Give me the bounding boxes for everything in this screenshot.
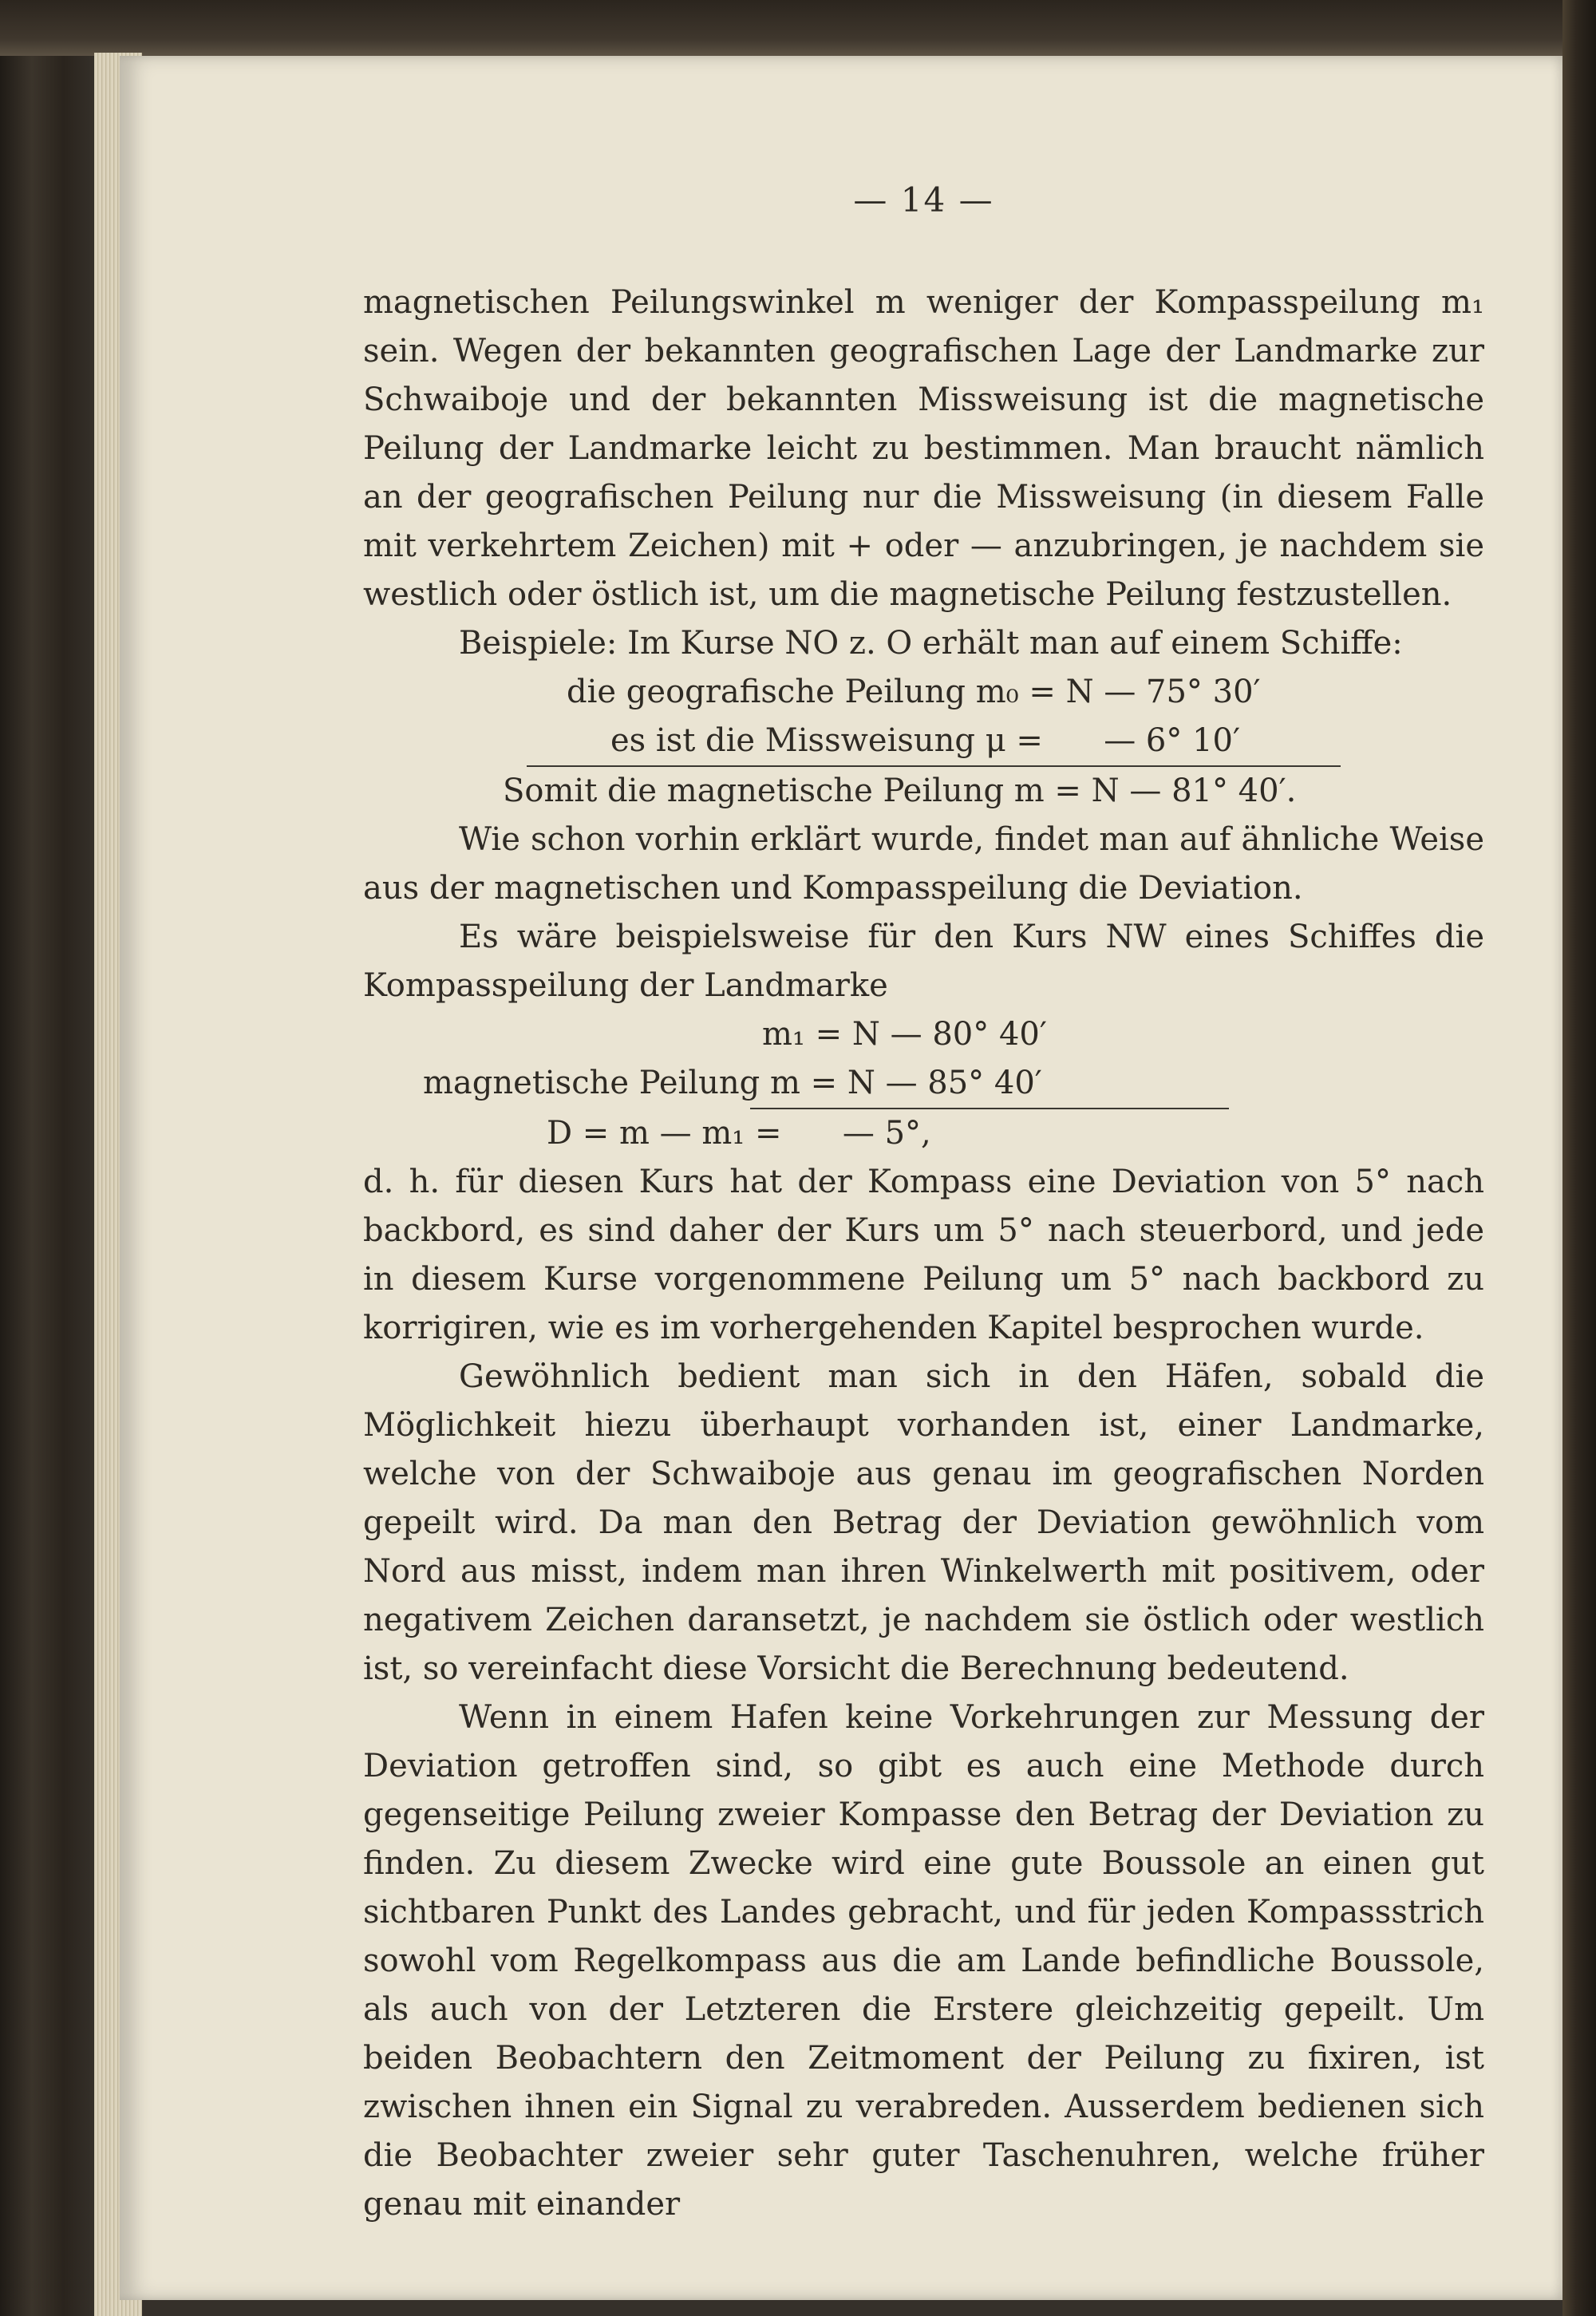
page-number: — 14 — [853,180,994,219]
paragraph: Gewöhnlich bedient man sich in den Häfen, sobald die Möglichkeit hiezu überhaupt vorhanden ist, einer Landmarke, welche von der Schwaiboje aus genau im geografischen Norden gepeilt wird. Da man den Betrag der Deviation gewöhnlich vom Nord aus misst, indem man ihren Winkelwerth mit positivem, oder negativem Zeichen daransetzt, je nachdem sie östlich oder westlich ist, so vereinfacht diese Vorsicht die Berechnung bedeutend. [363,1358,1484,1687]
formula-row: magnetische Peilung m = N — 85° 40′ [423,1065,1042,1101]
book-binding-edge [1562,0,1596,2316]
paragraph: Es wäre beispielsweise für den Kurs NW eines Schiffes die Kompasspeilung der Landmarke [363,919,1484,1004]
page-text [363,176,1484,2229]
paragraph: Wie schon vorhin erklärt wurde, findet man auf ähnliche Weise aus der magnetischen und Kompasspeilung die Deviation. [363,821,1484,907]
paragraph: Beispiele: Im Kurse NO z. O erhält man auf einem Schiffe: [459,625,1403,662]
example-row: es ist die Missweisung μ = — 6° 10′ [610,722,1241,759]
paragraph: Wenn in einem Hafen keine Vorkehrungen zur Messung der Deviation getroffen sind, so gibt es auch eine Methode durch gegenseitige Peilung zweier Kompasse den Betrag der Deviation zu finden. Zu diesem Zwecke wird eine gute Boussole an einen gut sichtbaren Punkt des Landes gebracht, und für jeden Kompassstrich sowohl vom Regelkompass aus die am Lande befindliche Boussole, als auch von der Letzteren die Erstere gleichzeitig gepeilt. Um beiden Beobachtern den Zeitmoment der Peilung zu fixiren, ist zwischen ihnen ein Signal zu verabreden. Ausserdem bedienen sich die Beobachter zweier sehr guter Taschenuhren, welche früher genau mit einander [363,1699,1484,2223]
formula-row: m₁ = N — 80° 40′ [762,1016,1047,1053]
paragraph: magnetischen Peilungswinkel m weniger der Kompasspeilung m₁ sein. Wegen der bekannten geografischen Lage der Landmarke zur Schwaiboje und der bekannten Missweisung ist die magnetische Peilung der Landmarke leicht zu bestimmen. Man braucht nämlich an der geografischen Peilung nur die Missweisung (in diesem Falle mit verkehrtem Zeichen) mit + oder — anzubringen, je nachdem sie westlich oder östlich ist, um die magnetische Peilung festzustellen. [363,284,1484,613]
formula-row: D = m — m₁ = — 5°, [547,1115,931,1152]
book-top-edge [0,0,1596,56]
example-row: Somit die magnetische Peilung m = N — 81° 40′. [503,773,1297,809]
paragraph: d. h. für diesen Kurs hat der Kompass eine Deviation von 5° nach backbord, es sind daher der Kurs um 5° nach steuerbord, und jede in diesem Kurse vorgenommene Peilung um 5° nach backbord zu korrigiren, wie es im vorhergehenden Kapitel besprochen wurde. [363,1164,1484,1346]
example-row: die geografische Peilung m₀ = N — 75° 30′ [567,674,1261,710]
